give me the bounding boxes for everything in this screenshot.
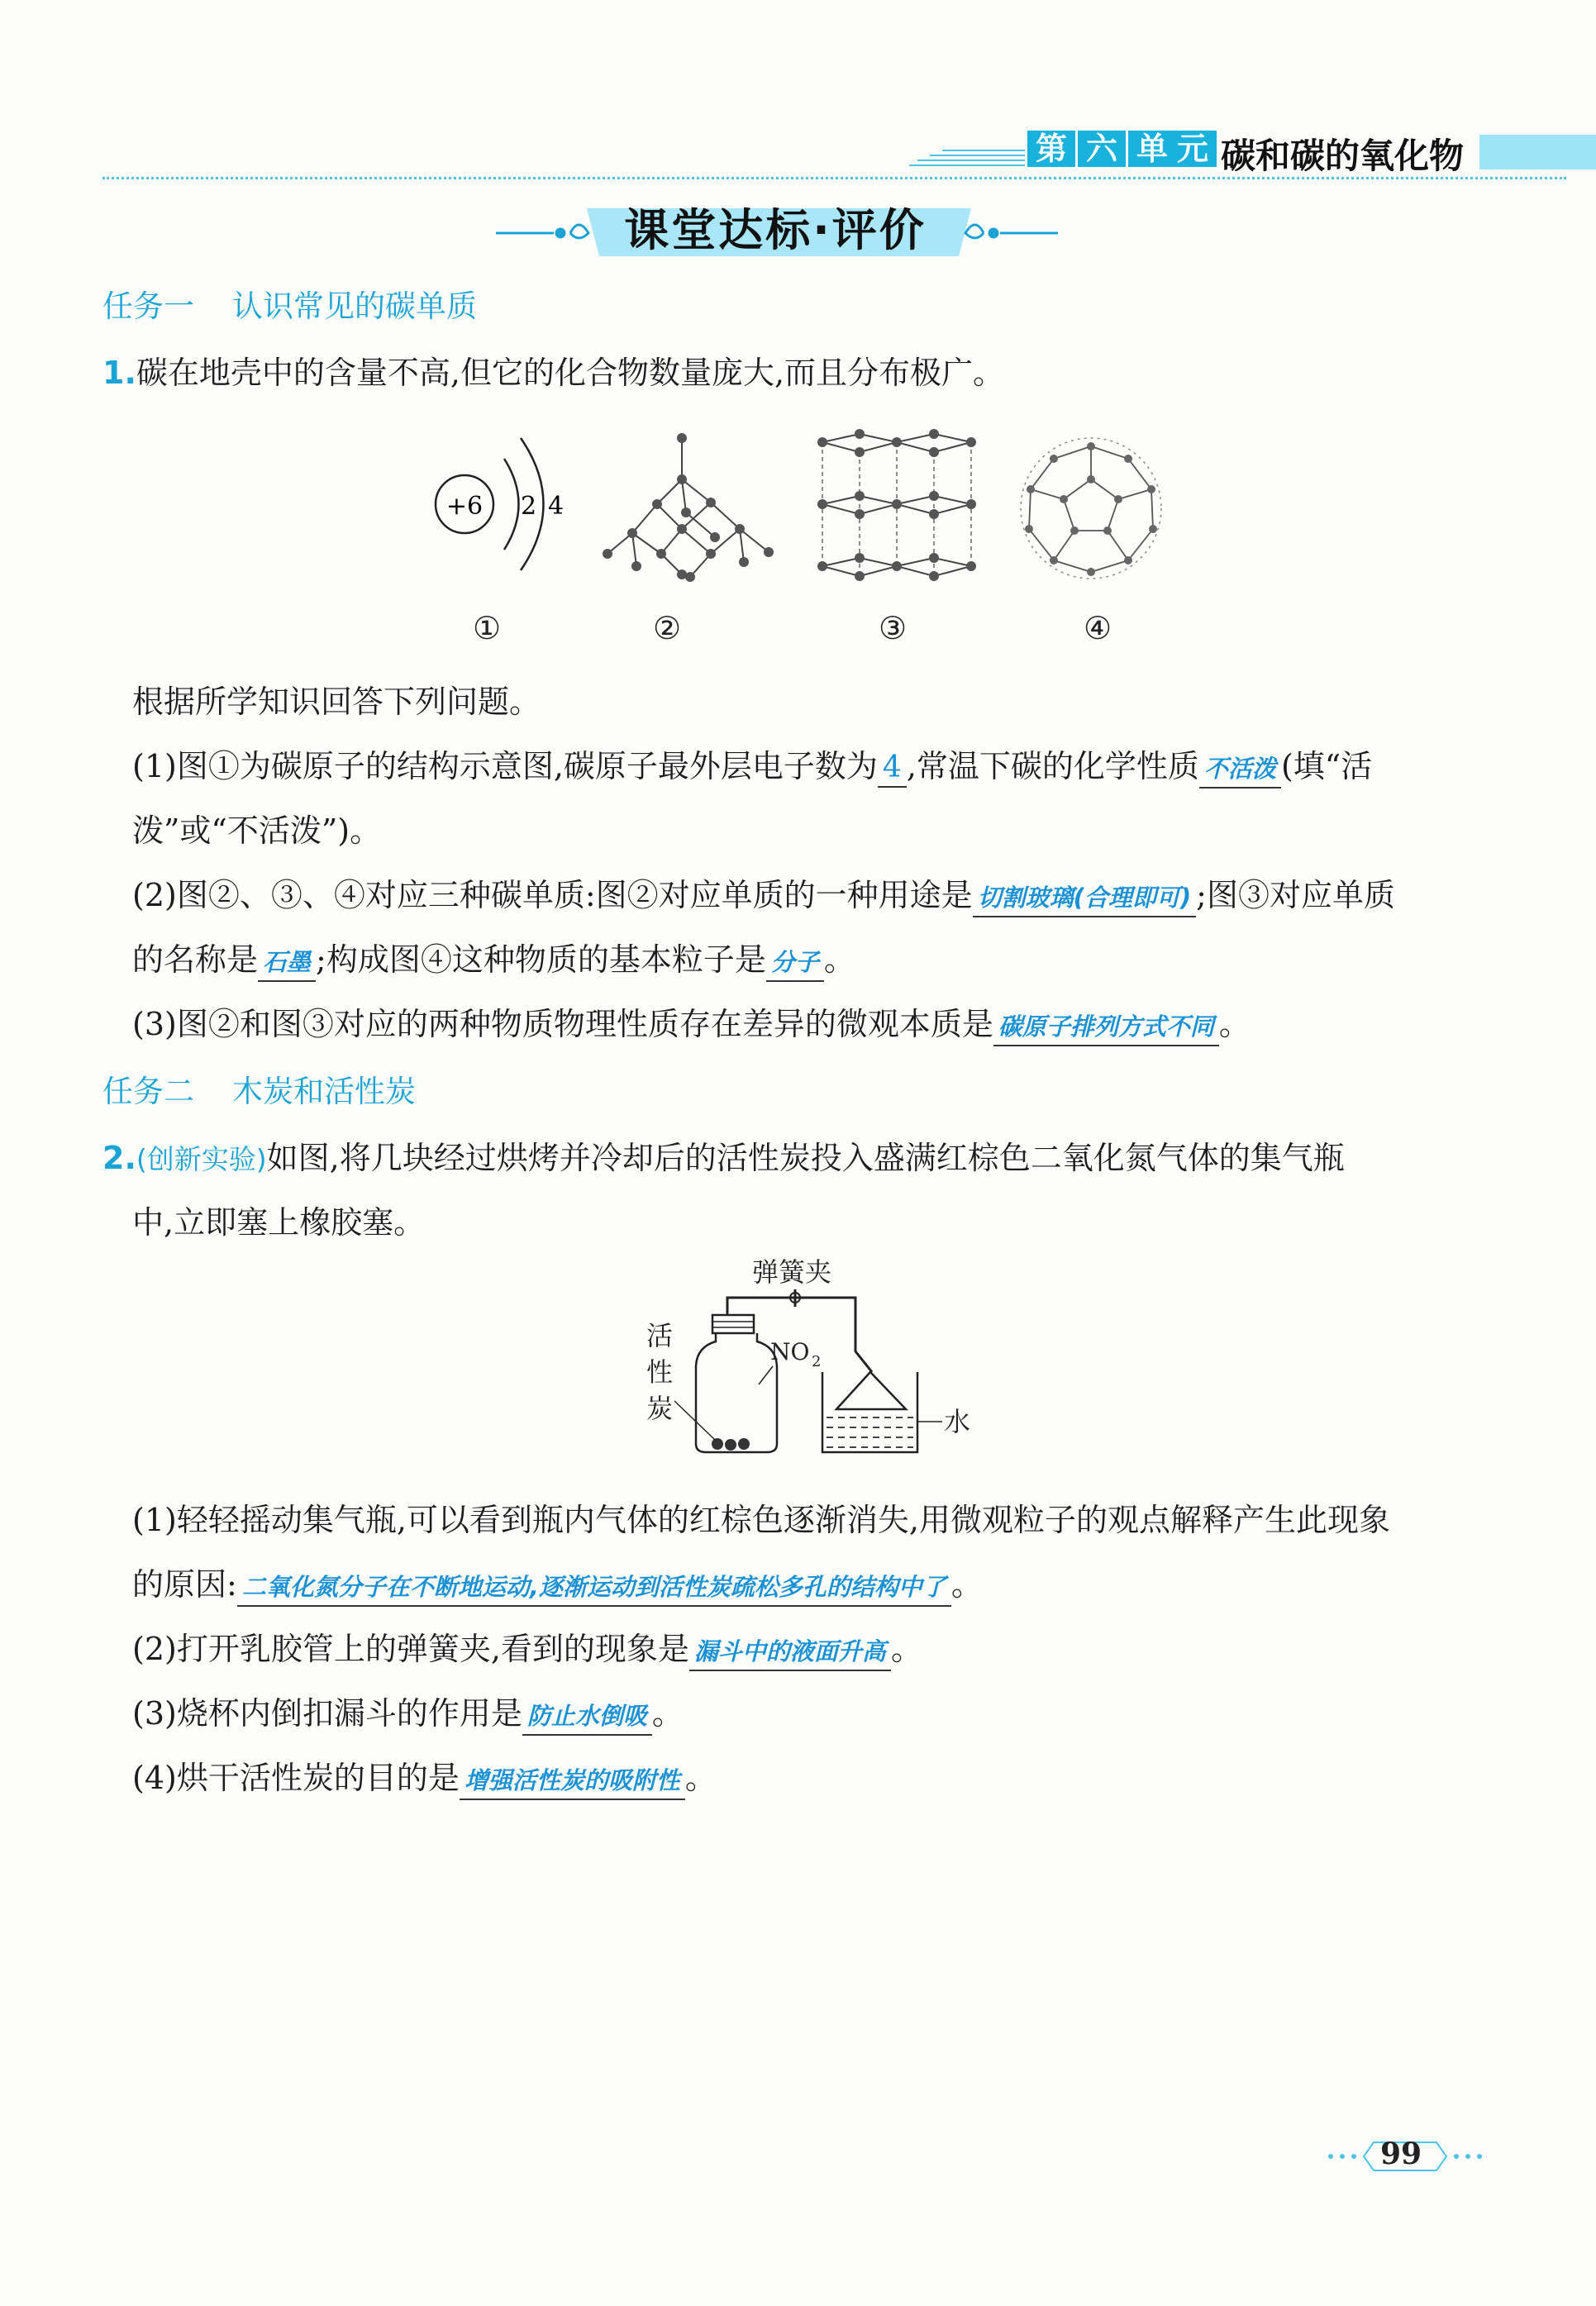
task-heading: [102, 1066, 416, 1111]
task-heading: [102, 281, 477, 326]
answer-blank: 分子: [766, 944, 824, 982]
header-decoration-lines: [909, 147, 1025, 172]
subquestion-2-line-1: (2)图②、③、④对应三种碳单质:图②对应单质的一种用途是 切割玻璃(合理即可) ;图③对应单质: [132, 870, 1395, 917]
figure-label-1: ①: [473, 610, 502, 646]
answer-blank: 增强活性炭的吸附性: [460, 1762, 685, 1800]
unit-char-box: 六: [1078, 131, 1126, 167]
figure-label-3: ③: [879, 610, 908, 646]
unit-char-box: 第: [1027, 131, 1075, 167]
answer-blank: 二氧化氮分子在不断地运动,逐渐运动到活性炭疏松多孔的结构中了: [237, 1569, 951, 1607]
task-title: 认识常见的碳单质: [232, 288, 477, 324]
gas-subscript: 2: [812, 1353, 822, 1370]
header-dotted-rule: [102, 177, 1566, 179]
diamond-structure-diagram: [599, 430, 789, 587]
answer-blank: 碳原子排列方式不同: [993, 1008, 1219, 1046]
subquestion-3: (3)图②和图③对应的两种物质物理性质存在差异的微观本质是 碳原子排列方式不同 。: [132, 998, 1251, 1046]
subquestion-1-line-2: 的原因: 二氧化氮分子在不断地运动,逐渐运动到活性炭疏松多孔的结构中了 。: [132, 1559, 983, 1607]
carbon-label-char: 活: [646, 1320, 674, 1351]
answer-blank: 不活泼: [1199, 750, 1281, 789]
figure-label-4: ④: [1084, 610, 1112, 646]
unit-char-box: 单: [1128, 131, 1176, 167]
subquestion-2: (2)打开乳胶管上的弹簧夹,看到的现象是 漏斗中的液面升高 。: [132, 1623, 922, 1671]
page-number: 99: [1380, 2137, 1422, 2171]
question-number: 1.: [102, 355, 136, 391]
answer-blank: 石墨: [258, 944, 316, 982]
water-label: 水: [944, 1406, 971, 1437]
subquestion-1-line-1: (1)轻轻摇动集气瓶,可以看到瓶内气体的红棕色逐渐消失,用微观粒子的观点解释产生此现象: [132, 1502, 1390, 1538]
question-tag: (创新实验): [136, 1143, 267, 1175]
shell-2-electrons: 4: [548, 492, 565, 521]
answer-blank: 切割玻璃(合理即可): [973, 879, 1197, 917]
task-number: 任务一: [102, 288, 194, 324]
figure-label-2: ②: [653, 610, 682, 646]
subquestion-3: (3)烧杯内倒扣漏斗的作用是 防止水倒吸 。: [132, 1688, 684, 1736]
answer-blank: 防止水倒吸: [522, 1698, 652, 1736]
question-stem: 2.(创新实验)如图,将几块经过烘烤并冷却后的活性炭投入盛满红棕色二氧化氮气体的集气瓶: [102, 1140, 1345, 1176]
question-stem-cont: 中,立即塞上橡胶塞。: [132, 1204, 426, 1241]
c60-structure-diagram: [1012, 430, 1170, 587]
section-title: 课堂达标·评价: [624, 204, 927, 256]
carbon-atom-structure-diagram: [430, 422, 579, 587]
answer-blank: 漏斗中的液面升高: [689, 1633, 891, 1671]
subquestion-1-line-1: (1)图①为碳原子的结构示意图,碳原子最外层电子数为 4 ,常温下碳的化学性质 不活泼 (填“活: [132, 741, 1372, 789]
unit-char-box: 元: [1169, 131, 1217, 167]
stem-text: 碳在地壳中的含量不高,但它的化合物数量庞大,而且分布极广。: [136, 355, 1005, 391]
graphite-structure-diagram: [810, 426, 984, 591]
gas-label: NO: [770, 1338, 810, 1365]
subquestion-2-line-2: 的名称是 石墨 ;构成图④这种物质的基本粒子是 分子 。: [132, 934, 855, 982]
task-number: 任务二: [102, 1074, 194, 1109]
task-title: 木炭和活性炭: [232, 1074, 416, 1109]
carbon-label-char: 炭: [646, 1393, 674, 1424]
spring-clip-label: 弹簧夹: [752, 1256, 832, 1288]
activated-carbon-apparatus-diagram: [636, 1252, 1000, 1459]
question-prompt: 根据所学知识回答下列问题。: [132, 684, 541, 720]
header-accent-bar: [1479, 135, 1596, 169]
unit-title: 碳和碳的氧化物: [1221, 136, 1465, 176]
subquestion-4: (4)烘干活性炭的目的是 增强活性炭的吸附性 。: [132, 1752, 717, 1800]
answer-blank: 4: [878, 750, 907, 788]
shell-1-electrons: 2: [521, 492, 537, 521]
carbon-label-char: 性: [646, 1356, 674, 1388]
nucleus-label: +6: [445, 492, 484, 521]
question-number: 2.: [102, 1140, 136, 1176]
question-stem: [102, 347, 1004, 393]
subquestion-1-line-2: 泼”或“不活泼”)。: [132, 812, 382, 849]
